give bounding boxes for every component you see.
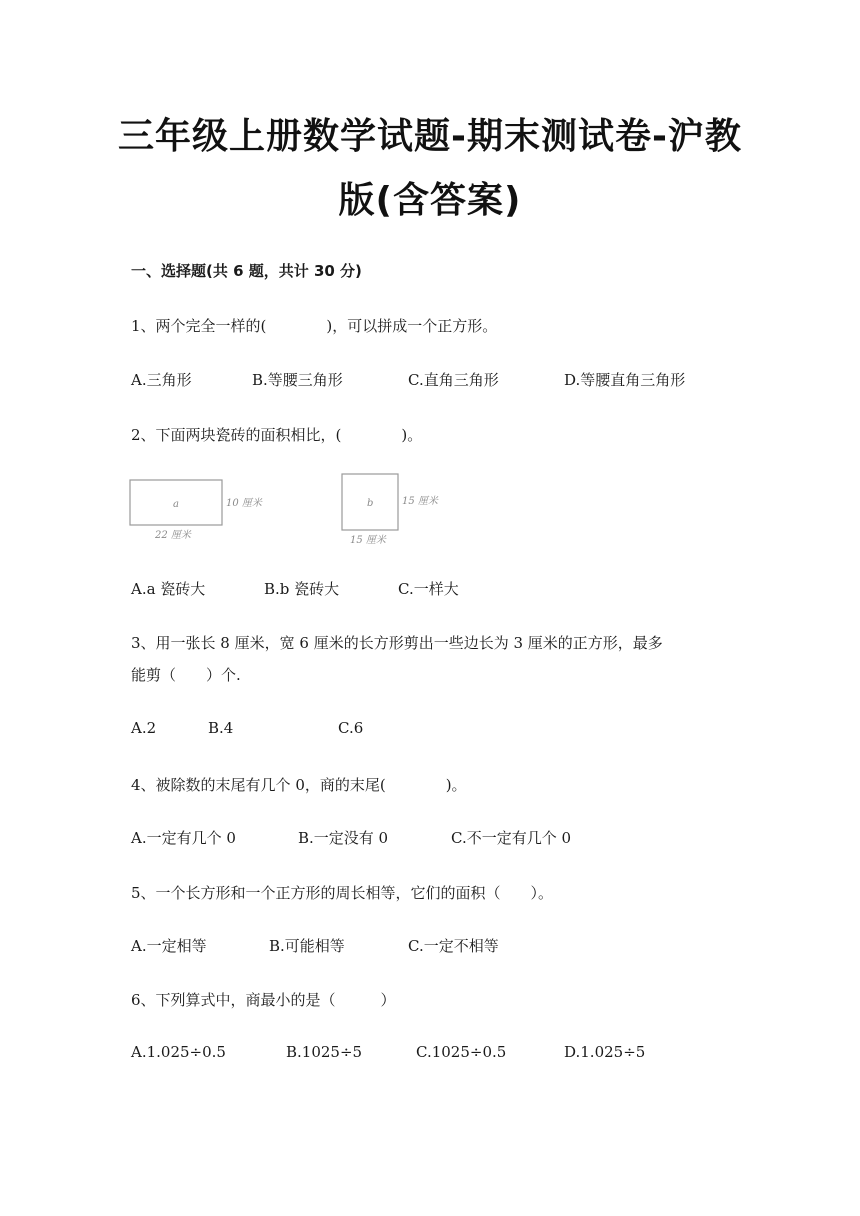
question-5-option-a: A.一定相等 — [131, 937, 207, 955]
document-title-line-2: 版(含答案) — [338, 180, 522, 221]
question-3-option-b: B.4 — [208, 719, 234, 737]
question-6-option-a: A.1.025÷0.5 — [131, 1043, 226, 1061]
question-3-stem-line-2: 能剪（ ）个. — [131, 666, 241, 684]
question-3-stem-line-1: 3、用一张长 8 厘米，宽 6 厘米的长方形剪出一些边长为 3 厘米的正方形，最多 — [131, 634, 663, 652]
question-6-stem: 6、下列算式中，商最小的是（ ） — [131, 991, 396, 1009]
tile-b-label: b — [367, 498, 374, 509]
question-4-option-a: A.一定有几个 0 — [131, 829, 236, 847]
tile-b-figure — [342, 474, 439, 546]
question-4-option-c: C.不一定有几个 0 — [451, 829, 572, 847]
question-1-option-c: C.直角三角形 — [408, 371, 499, 389]
question-4-option-b: B.一定没有 0 — [298, 829, 389, 847]
tile-comparison-figure — [120, 465, 460, 555]
question-5-option-c: C.一定不相等 — [408, 937, 499, 955]
question-3-option-a: A.2 — [131, 719, 157, 737]
document-title-line-1: 三年级上册数学试题-期末测试卷-沪教 — [118, 116, 742, 157]
tile-a-label: a — [173, 499, 179, 510]
question-1-option-b: B.等腰三角形 — [252, 371, 343, 389]
tile-a-width-label: 22 厘米 — [155, 530, 191, 541]
question-2-option-c: C.一样大 — [398, 580, 459, 598]
question-1-stem: 1、两个完全一样的( )，可以拼成一个正方形。 — [131, 317, 498, 335]
question-5-stem: 5、一个长方形和一个正方形的周长相等，它们的面积（ ）。 — [131, 884, 554, 902]
question-6-option-b: B.1025÷5 — [286, 1043, 363, 1061]
question-2-stem: 2、下面两块瓷砖的面积相比，( )。 — [131, 426, 423, 444]
tile-a-height-label: 10 厘米 — [226, 498, 262, 509]
tile-a-figure — [130, 480, 263, 541]
question-1-option-a: A.三角形 — [131, 371, 192, 389]
question-1-option-d: D.等腰直角三角形 — [564, 371, 686, 389]
question-3-option-c: C.6 — [338, 719, 364, 737]
question-6-option-c: C.1025÷0.5 — [416, 1043, 507, 1061]
question-2-option-b: B.b 瓷砖大 — [264, 580, 340, 598]
question-4-stem: 4、被除数的末尾有几个 0，商的末尾( )。 — [131, 776, 467, 794]
tile-b-width-label: 15 厘米 — [350, 535, 386, 546]
question-6-option-d: D.1.025÷5 — [564, 1043, 646, 1061]
question-5-option-b: B.可能相等 — [269, 937, 345, 955]
section-heading-choice: 一、选择题(共 6 题，共计 30 分) — [131, 262, 362, 280]
tile-b-height-label: 15 厘米 — [402, 496, 438, 507]
question-2-option-a: A.a 瓷砖大 — [131, 580, 206, 598]
